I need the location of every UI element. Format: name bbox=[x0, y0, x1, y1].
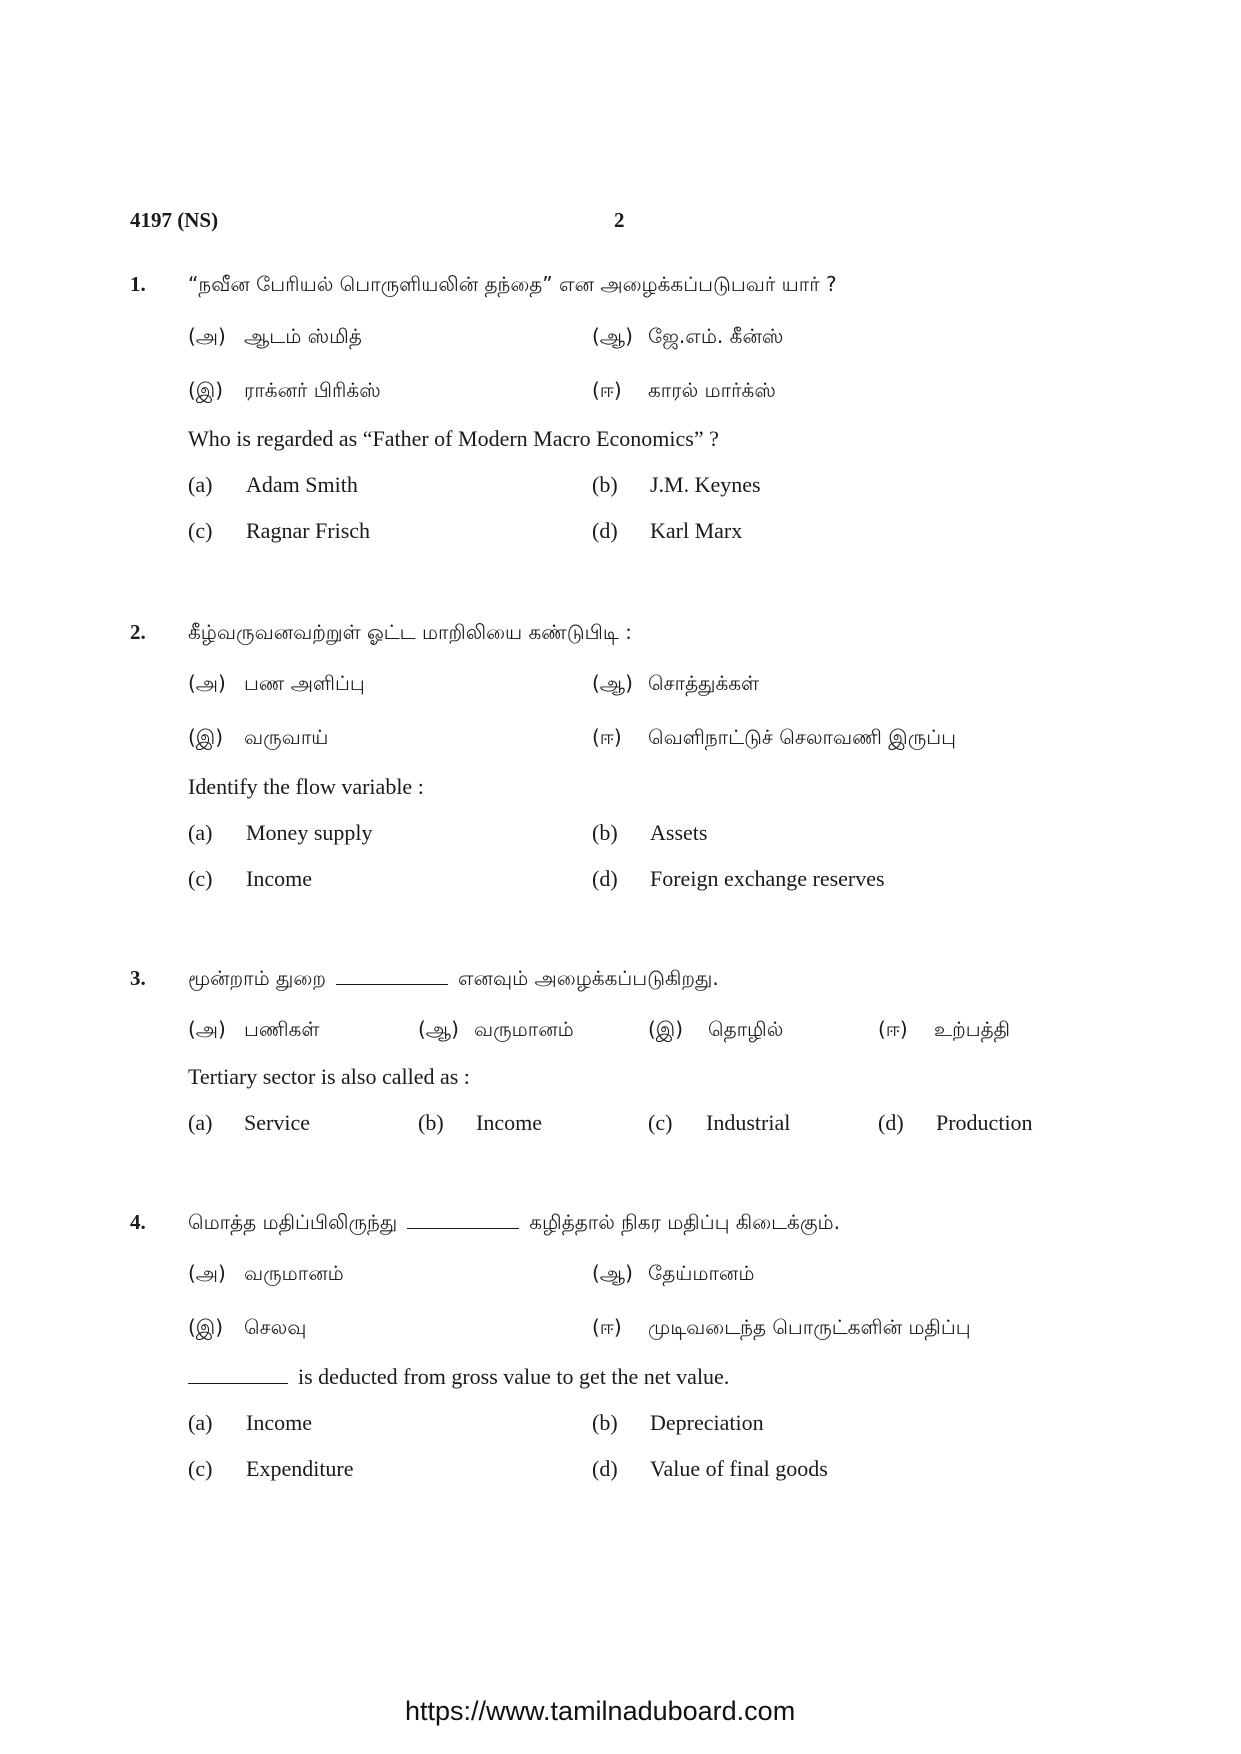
option-text: முடிவடைந்த பொருட்களின் மதிப்பு bbox=[648, 1315, 971, 1339]
option-label: (ஆ) bbox=[418, 1017, 459, 1041]
option-label: (அ) bbox=[188, 324, 226, 348]
option-text: Income bbox=[476, 1110, 542, 1135]
option-label: (ஈ) bbox=[592, 378, 622, 402]
option-text: சொத்துக்கள் bbox=[648, 671, 760, 695]
answer-blank bbox=[407, 1228, 519, 1229]
english-option bbox=[592, 1456, 828, 1482]
option-label: (ஈ) bbox=[592, 725, 622, 749]
question-number: 4. bbox=[130, 1210, 146, 1234]
option-label: (c) bbox=[188, 518, 213, 543]
option-label: (அ) bbox=[188, 671, 226, 695]
option-text: Depreciation bbox=[650, 1410, 764, 1435]
option-label: (d) bbox=[592, 866, 618, 891]
stem-text: மொத்த மதிப்பிலிருந்து bbox=[188, 1210, 398, 1234]
tamil-option bbox=[188, 1315, 306, 1342]
option-label: (c) bbox=[188, 1456, 213, 1481]
english-option bbox=[592, 518, 742, 544]
answer-blank bbox=[336, 984, 448, 985]
option-label: (இ) bbox=[648, 1017, 684, 1041]
option-text: பணிகள் bbox=[244, 1017, 320, 1041]
english-option bbox=[878, 1110, 1033, 1136]
tamil-option bbox=[592, 1315, 971, 1342]
option-label: (இ) bbox=[188, 378, 224, 402]
english-option bbox=[188, 820, 373, 846]
english-option bbox=[188, 1456, 354, 1482]
option-text: Service bbox=[244, 1110, 310, 1135]
stem-text: மூன்றாம் துறை bbox=[188, 966, 326, 990]
option-text: Ragnar Frisch bbox=[246, 518, 371, 543]
option-text: வருமானம் bbox=[474, 1017, 574, 1041]
tamil-option bbox=[592, 378, 776, 405]
english-question-stem: Who is regarded as “Father of Modern Macro Economics” ? bbox=[188, 426, 719, 451]
tamil-option bbox=[592, 725, 956, 752]
english-question-stem: Identify the flow variable : bbox=[188, 774, 424, 799]
stem-text: is deducted from gross value to get the net value. bbox=[298, 1364, 730, 1389]
option-label: (ஈ) bbox=[592, 1315, 622, 1339]
option-label: (b) bbox=[592, 472, 618, 497]
tamil-option bbox=[592, 671, 759, 698]
option-label: (ஈ) bbox=[878, 1017, 908, 1041]
tamil-option bbox=[418, 1017, 574, 1044]
option-label: (a) bbox=[188, 1410, 213, 1435]
option-text: செலவு bbox=[244, 1315, 307, 1339]
option-text: வருவாய் bbox=[244, 725, 329, 749]
option-text: வெளிநாட்டுச் செலாவணி இருப்பு bbox=[648, 725, 956, 749]
tamil-question-stem bbox=[188, 1210, 840, 1237]
option-text: தொழில் bbox=[708, 1017, 784, 1041]
option-label: (c) bbox=[188, 866, 213, 891]
option-text: வருமானம் bbox=[244, 1261, 344, 1285]
english-option bbox=[648, 1110, 790, 1136]
option-label: (ஆ) bbox=[592, 1261, 633, 1285]
tamil-option bbox=[188, 324, 362, 351]
tamil-option bbox=[592, 1261, 754, 1288]
question-number: 3. bbox=[130, 966, 146, 990]
option-text: தேய்மானம் bbox=[648, 1261, 755, 1285]
option-text: Foreign exchange reserves bbox=[650, 866, 885, 891]
tamil-option bbox=[188, 1261, 344, 1288]
tamil-question-stem: “நவீன பேரியல் பொருளியலின் தந்தை” என அழைக்கப்படுபவர் யார் ? bbox=[188, 272, 837, 296]
english-option bbox=[418, 1110, 542, 1136]
english-question-stem: Tertiary sector is also called as : bbox=[188, 1064, 470, 1089]
option-label: (d) bbox=[878, 1110, 904, 1135]
tamil-option bbox=[188, 378, 381, 405]
option-label: (அ) bbox=[188, 1261, 226, 1285]
answer-blank bbox=[188, 1383, 288, 1384]
option-text: Industrial bbox=[706, 1110, 791, 1135]
option-label: (b) bbox=[592, 820, 618, 845]
option-text: ஜே.எம். கீன்ஸ் bbox=[648, 324, 784, 348]
english-option bbox=[592, 820, 707, 846]
english-option bbox=[188, 866, 312, 892]
option-label: (ஆ) bbox=[592, 324, 633, 348]
option-text: உற்பத்தி bbox=[934, 1017, 1011, 1041]
option-text: பண அளிப்பு bbox=[244, 671, 365, 695]
question-number: 1. bbox=[130, 272, 146, 296]
tamil-option bbox=[188, 725, 328, 752]
option-label: (இ) bbox=[188, 1315, 224, 1339]
english-option bbox=[592, 866, 885, 892]
option-text: Income bbox=[246, 1410, 312, 1435]
option-label: (d) bbox=[592, 518, 618, 543]
option-text: J.M. Keynes bbox=[650, 472, 761, 497]
option-label: (a) bbox=[188, 472, 213, 497]
option-text: Karl Marx bbox=[650, 518, 743, 543]
english-option bbox=[188, 1410, 312, 1436]
stem-text: எனவும் அழைக்கப்படுகிறது. bbox=[457, 966, 719, 990]
option-label: (a) bbox=[188, 820, 213, 845]
question-number: 2. bbox=[130, 620, 146, 644]
tamil-option bbox=[648, 1017, 783, 1044]
tamil-option bbox=[188, 1017, 319, 1044]
page-number: 2 bbox=[614, 208, 625, 232]
option-text: Production bbox=[936, 1110, 1033, 1135]
english-option bbox=[592, 472, 761, 498]
option-label: (இ) bbox=[188, 725, 224, 749]
tamil-option bbox=[592, 324, 783, 351]
option-text: ஆடம் ஸ்மித் bbox=[244, 324, 362, 348]
paper-code: 4197 (NS) bbox=[130, 208, 219, 232]
option-label: (d) bbox=[592, 1456, 618, 1481]
option-label: (b) bbox=[592, 1410, 618, 1435]
footer-url[interactable]: https://www.tamilnaduboard.com bbox=[405, 1696, 796, 1726]
english-question-stem bbox=[188, 1364, 729, 1390]
english-option bbox=[188, 1110, 310, 1136]
tamil-option bbox=[878, 1017, 1010, 1044]
english-option bbox=[592, 1410, 764, 1436]
tamil-option bbox=[188, 671, 365, 698]
tamil-question-stem: கீழ்வருவனவற்றுள் ஓட்ட மாறிலியை கண்டுபிடி : bbox=[188, 620, 632, 644]
option-text: ராக்னர் பிரிக்ஸ் bbox=[244, 378, 381, 402]
option-text: Adam Smith bbox=[246, 472, 358, 497]
option-label: (a) bbox=[188, 1110, 213, 1135]
option-text: Income bbox=[246, 866, 312, 891]
option-text: காரல் மார்க்ஸ் bbox=[648, 378, 776, 402]
option-label: (அ) bbox=[188, 1017, 226, 1041]
english-option bbox=[188, 472, 358, 498]
stem-text: கழித்தால் நிகர மதிப்பு கிடைக்கும். bbox=[529, 1210, 840, 1234]
option-label: (b) bbox=[418, 1110, 444, 1135]
option-text: Expenditure bbox=[246, 1456, 354, 1481]
option-text: Value of final goods bbox=[650, 1456, 828, 1481]
english-option bbox=[188, 518, 370, 544]
option-label: (ஆ) bbox=[592, 671, 633, 695]
tamil-question-stem bbox=[188, 966, 719, 993]
option-label: (c) bbox=[648, 1110, 673, 1135]
option-text: Money supply bbox=[246, 820, 373, 845]
option-text: Assets bbox=[650, 820, 708, 845]
